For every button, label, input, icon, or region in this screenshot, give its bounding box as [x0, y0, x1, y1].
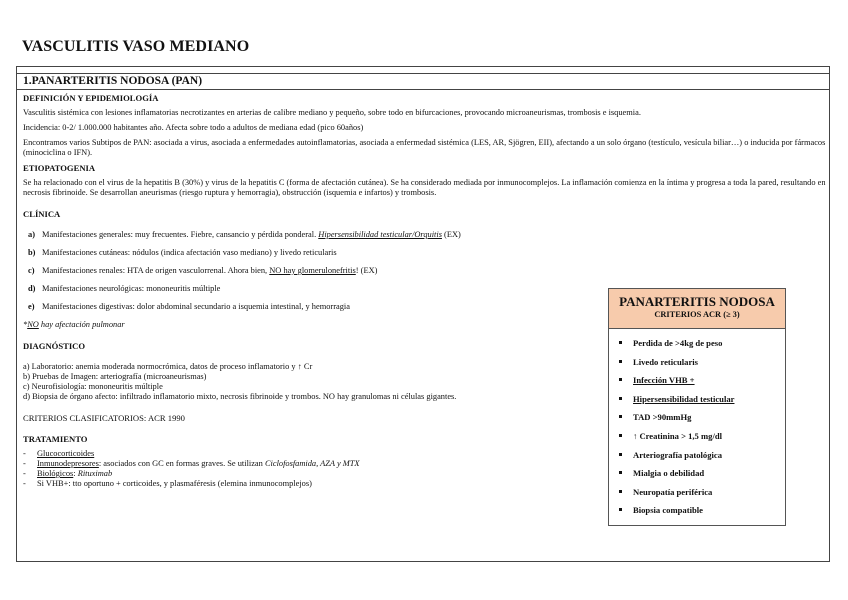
- definicion-p3: Encontramos varios Subtipos de PAN: asociada a virus, asociada a enfermedades autoinflamatorias, asociada a enfermedad sistémica (LES, AR, Sjögren, EII), afectando a un solo órgano (testículo, vesícula biliar…) o inducida por fármacos (minociclina o IFN).: [23, 138, 826, 157]
- clinica-heading: CLÍNICA: [23, 209, 61, 219]
- criteria-item: Livedo reticularis: [619, 356, 785, 375]
- criteria-box: [608, 288, 786, 526]
- etiopatogenia-heading: ETIOPATOGENIA: [23, 163, 96, 173]
- criteria-box-header: [609, 289, 785, 329]
- criteria-item: ↑ Creatinina > 1,5 mg/dl: [619, 430, 785, 449]
- tratamiento-item-inmuno: - Inmunodepresores: asociados con GC en formas graves. Se utilizan Ciclofosfamida, AZA y MTX: [23, 459, 829, 469]
- diagnostico-item-d: d) Biopsia de órgano afecto: infiltrado inflamatorio mixto, necrosis fibrinoide y trombos. NO hay granulomas ni células gigantes.: [23, 392, 457, 401]
- definicion-p1: Vasculitis sistémica con lesiones inflamatorias necrotizantes en arterias de calibre mediano y pequeño, sobre todo en bifurcaciones, provocando microaneurismas, trombosis e isquemia.: [23, 108, 641, 117]
- page-title: VASCULITIS VASO MEDIANO: [22, 38, 250, 55]
- criteria-item: Neuropatía periférica: [619, 486, 785, 505]
- criteria-item: Biopsia compatible: [619, 504, 785, 523]
- definicion-p2: Incidencia: 0-2/ 1.000.000 habitantes año. Afecta sobre todo a adultos de mediana edad (pico 60años): [23, 123, 364, 132]
- criteria-item: TAD >90mmHg: [619, 411, 785, 430]
- criteria-item: Arteriografía patológica: [619, 449, 785, 468]
- section-title: 1.PANARTERITIS NODOSA (PAN): [16, 73, 830, 90]
- criteria-box-title: PANARTERITIS NODOSA: [619, 294, 775, 309]
- clinica-note: *NO hay afectación pulmonar: [23, 320, 125, 329]
- clinica-item-c: c) Manifestaciones renales: HTA de origen vasculorrenal. Ahora bien, NO hay glomerulonefritis! (EX): [28, 266, 378, 275]
- diagnostico-item-c: c) Neurofisiología: mononeuritis múltiple: [23, 382, 163, 391]
- etiopatogenia-p1: Se ha relacionado con el virus de la hepatitis B (30%) y virus de la hepatitis C (forma de afectación cutánea). Se ha considerado mediada por inmunocomplejos. La inflamación comienza en la íntima y progresa a toda la pared, resultando en necrosis fibrinoide. Se desarrollan aneurismas (riesgo ruptura y hemorragia), obstrucción (isquemia e infartos) y trombosis.: [23, 178, 826, 197]
- clinica-item-a: a) Manifestaciones generales: muy frecuentes. Fiebre, cansancio y pérdida ponderal. Hipersensibilidad testicular/Orquitis (EX): [28, 230, 461, 239]
- criterios-line: CRITERIOS CLASIFICATORIOS: ACR 1990: [23, 413, 185, 423]
- criteria-item: Perdida de >4kg de peso: [619, 337, 785, 356]
- diagnostico-heading: DIAGNÓSTICO: [23, 341, 86, 351]
- criteria-item: Mialgia o debilidad: [619, 467, 785, 486]
- clinica-item-b: b) Manifestaciones cutáneas: nódulos (indica afectación vaso mediano) y livedo reticularis: [28, 248, 337, 257]
- criteria-box-subtitle: CRITERIOS ACR (≥ 3): [654, 310, 740, 319]
- clinica-item-d: d) Manifestaciones neurológicas: mononeuritis múltiple: [28, 284, 221, 293]
- diagnostico-item-b: b) Pruebas de Imagen: arteriografía (microaneurismas): [23, 372, 207, 381]
- definicion-heading: DEFINICIÓN Y EPIDEMIOLOGÍA: [23, 93, 159, 103]
- tratamiento-item-vhb: - Si VHB+: tto oportuno + corticoides, y plasmaféresis (elemina inmunocomplejos): [23, 479, 829, 489]
- clinica-item-e: e) Manifestaciones digestivas: dolor abdominal secundario a isquemia intestinal, y hemorragia: [28, 302, 350, 311]
- tratamiento-item-bio: - Biológicos: Rituximab: [23, 469, 829, 479]
- criteria-list: [609, 329, 785, 523]
- diagnostico-item-a: a) Laboratorio: anemia moderada normocrómica, datos de proceso inflamatorio y ↑ Cr: [23, 362, 313, 371]
- tratamiento-item-gc: - Glucocorticoides: [23, 449, 829, 459]
- tratamiento-heading: TRATAMIENTO: [23, 434, 88, 444]
- criteria-item: Hipersensibilidad testicular: [619, 393, 785, 412]
- criteria-item: Infección VHB +: [619, 374, 785, 393]
